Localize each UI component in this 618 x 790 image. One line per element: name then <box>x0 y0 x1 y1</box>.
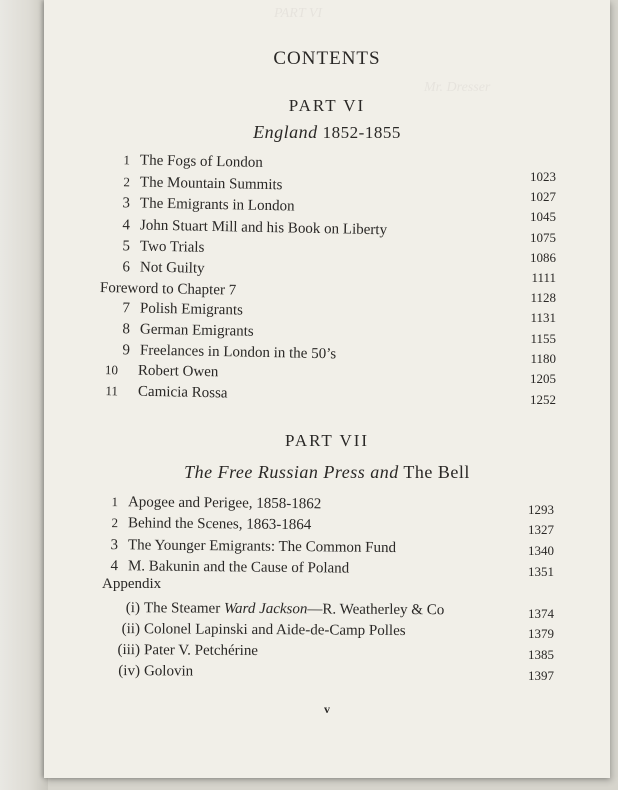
toc-entry-page: 1075 <box>530 230 556 245</box>
toc-entry-number: 5 <box>122 238 131 255</box>
toc-entry-page: 1128 <box>530 290 556 305</box>
toc-entry-label: Freelances in London in the 50’s <box>139 342 337 363</box>
toc-entry-number: (iii) <box>117 642 141 659</box>
toc-entry-number: 4 <box>122 217 131 234</box>
toc-entry-label: Foreword to Chapter 7 <box>99 280 237 299</box>
toc-entry-page: 1155 <box>530 331 556 346</box>
toc-entry-label <box>144 661 193 681</box>
part-vii-subtitle-italic: The Free Russian Press and <box>184 462 399 482</box>
toc-entry-number: (i) <box>125 600 141 617</box>
toc-entry-label: Not Guilty <box>139 259 205 277</box>
toc-entry-label <box>144 598 444 620</box>
toc-entry-page: 1027 <box>530 189 556 204</box>
toc-entry-label-text: Pater V. Petchérine <box>143 642 259 660</box>
toc-entry-label-text: Colonel Lapinski and Aide-de-Camp Polles <box>143 621 406 640</box>
toc-entry-number: 9 <box>122 342 131 359</box>
toc-entry-label: Apogee and Perigee, 1858-1862 <box>127 494 322 513</box>
toc-entry-label: The Younger Emigrants: The Common Fund <box>127 537 397 557</box>
toc-entry-label: Robert Owen <box>137 362 219 381</box>
toc-entry-page: 1340 <box>528 543 554 558</box>
toc-entry-number: 8 <box>122 321 131 338</box>
toc-entry-page: 1293 <box>528 502 554 517</box>
part-vii-subtitle <box>44 462 610 483</box>
toc-entry-number: 2 <box>123 174 131 190</box>
toc-entry-label: The Emigrants in London <box>139 195 295 215</box>
toc-entry-page: 1205 <box>530 371 556 386</box>
toc-entry-label: Two Trials <box>139 238 205 256</box>
toc-entry-label: German Emigrants <box>139 321 254 340</box>
toc-entry-page: 1023 <box>530 169 556 184</box>
toc-entry-number: 7 <box>122 300 131 317</box>
show-through-text: PART VI <box>274 6 323 21</box>
toc-entry-label <box>144 619 406 641</box>
part-vi-final-page: 1252 <box>530 392 556 407</box>
part-vi-subtitle-italic: England <box>253 122 318 142</box>
part-vi-subtitle <box>44 122 610 143</box>
toc-entry-label: John Stuart Mill and his Book on Liberty <box>139 217 388 239</box>
toc-entry-label-text: Golovin <box>143 663 194 680</box>
part-vii-title: PART VII <box>284 431 370 450</box>
toc-entry-page: 1374 <box>528 606 554 621</box>
appendix-label <box>102 574 161 594</box>
toc-entry-label: Polish Emigrants <box>139 300 244 319</box>
part-vi-subtitle-years: 1852-1855 <box>322 123 401 142</box>
toc-entry-label: M. Bakunin and the Cause of Poland <box>127 558 350 577</box>
toc-entry-number: 1 <box>111 494 119 510</box>
part-vii-subtitle-plain: The Bell <box>403 462 470 482</box>
toc-entry-number: 4 <box>110 558 119 575</box>
background-edge <box>0 0 48 790</box>
toc-entry-page: 1111 <box>531 270 556 285</box>
toc-entry-page: 1379 <box>528 626 554 641</box>
toc-entry-page: 1086 <box>530 250 556 265</box>
toc-entry-label-rest: —R. Weatherley & Co <box>307 601 445 619</box>
book-page <box>44 0 610 778</box>
toc-entry-page: 1131 <box>530 310 556 325</box>
toc-entry-number: 6 <box>122 259 131 276</box>
toc-entry-page: 1351 <box>528 564 554 579</box>
toc-entry-page: 1397 <box>528 668 554 683</box>
toc-entry-number: 2 <box>111 515 119 531</box>
toc-entry-label-italic: Ward Jackson <box>223 600 308 618</box>
toc-entry-page: 1327 <box>528 522 554 537</box>
toc-entry-number: 3 <box>110 537 119 554</box>
show-through-text: Mr. Dresser <box>424 80 491 95</box>
part-vi-title: PART VI <box>288 96 366 115</box>
toc-entry-number: 11 <box>105 383 119 399</box>
toc-entry-label: The Fogs of London <box>139 152 264 171</box>
toc-entry-number: (ii) <box>121 621 141 638</box>
toc-entry-number: 3 <box>122 195 131 212</box>
toc-entry-label: The Mountain Summits <box>139 174 283 194</box>
toc-entry-label: Camicia Rossa <box>137 383 228 402</box>
toc-entry-page: 1180 <box>530 351 556 366</box>
toc-entry-page: 1385 <box>528 647 554 662</box>
toc-entry-number: 10 <box>104 362 119 378</box>
toc-entry-label-text: The Steamer <box>143 600 221 617</box>
toc-entry-number: (iv) <box>118 663 141 680</box>
toc-entry-number: 1 <box>123 152 131 168</box>
appendix-label-text: Appendix <box>102 576 162 592</box>
toc-entry-page: 1045 <box>530 209 556 224</box>
page-number: v <box>324 702 330 716</box>
toc-entry-label: Behind the Scenes, 1863-1864 <box>127 515 312 534</box>
contents-title: CONTENTS <box>273 48 381 69</box>
toc-entry-label <box>144 640 258 661</box>
